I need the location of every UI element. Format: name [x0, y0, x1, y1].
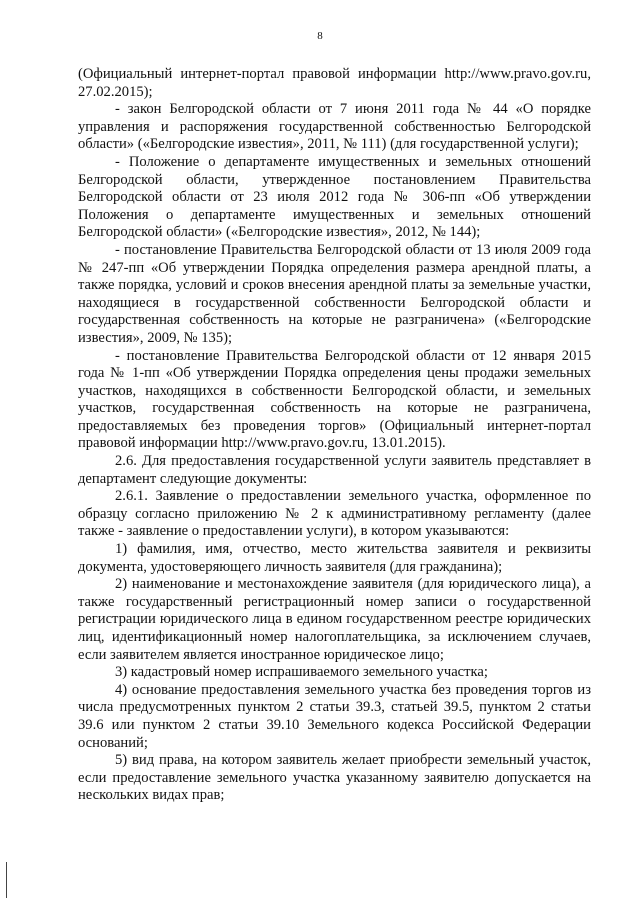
paragraph-section-2-6: 2.6. Для предоставления государственной услуги заявитель представляет в департамент следующие документы: — [78, 453, 591, 487]
paragraph-department-regulation: - Положение о департаменте имущественных и земельных отношений Белгородской области, утвержденное постановлением Правительства Белгородской области от 23 июля 2012 года № 306-пп «Об утверждении Положения о департаменте имущественных и земельных отношений Белгородской области» («Белгородские известия», 2012, № 144); — [78, 153, 591, 241]
paragraph-law-44: - закон Белгородской области от 7 июня 2011 года № 44 «О порядке управления и распоряжения государственной собственностью Белгородской области» («Белгородские известия», 2011, № 111) (для государственной услуги); — [78, 101, 591, 153]
scan-edge-line — [6, 862, 7, 898]
list-item-2: 2) наименование и местонахождение заявителя (для юридического лица), а также государственный регистрационный номер записи о государственной регистрации юридического лица в едином государственном реестре юридических лиц, идентификационный номер налогоплательщика, за исключением случаев, если заявителем является иностранное юридическое лицо; — [78, 576, 591, 663]
page-number: 8 — [317, 30, 323, 42]
list-item-4: 4) основание предоставления земельного участка без проведения торгов из числа предусмотренных пунктом 2 статьи 39.3, статьей 39.5, пунктом 2 статьи 39.6 или пунктом 2 статьи 39.10 Земельного кодекса Российской Федерации оснований; — [78, 681, 591, 751]
document-body — [78, 66, 591, 805]
list-item-3: 3) кадастровый номер испрашиваемого земельного участка; — [115, 664, 488, 681]
paragraph-resolution-247: - постановление Правительства Белгородской области от 13 июля 2009 года № 247-пп «Об утверждении Порядка определения размера арендной платы, а также порядка, условий и сроков внесения арендной платы за земельные участки, находящиеся в государственной собственности Белгородской области и государственная собственность на которые не разграничена» («Белгородские известия», 2009, № 135); — [78, 241, 591, 346]
list-item-5: 5) вид права, на котором заявитель желает приобрести земельный участок, если предоставление земельного участка указанному заявителю допускается на нескольких видах прав; — [78, 752, 591, 804]
paragraph-resolution-1: - постановление Правительства Белгородской области от 12 января 2015 года № 1-пп «Об утверждении Порядка определения цены продажи земельных участков, находящихся в собственности Белгородской области, и земельных участков, государственная собственность на которые не разграничена, предоставляемых без проведения торгов» (Официальный интернет-портал правовой информации http://www.pravo.gov.ru, 13.01.2015). — [78, 347, 591, 452]
paragraph-section-2-6-1: 2.6.1. Заявление о предоставлении земельного участка, оформленное по образцу согласно приложению № 2 к административному регламенту (далее также - заявление о предоставлении услуги), в котором указываются: — [78, 488, 591, 540]
list-item-1: 1) фамилия, имя, отчество, место жительства заявителя и реквизиты документа, удостоверяющего личность заявителя (для гражданина); — [78, 541, 591, 575]
paragraph-portal-reference: (Официальный интернет-портал правовой информации http://www.pravo.gov.ru, 27.02.2015); — [78, 66, 591, 100]
